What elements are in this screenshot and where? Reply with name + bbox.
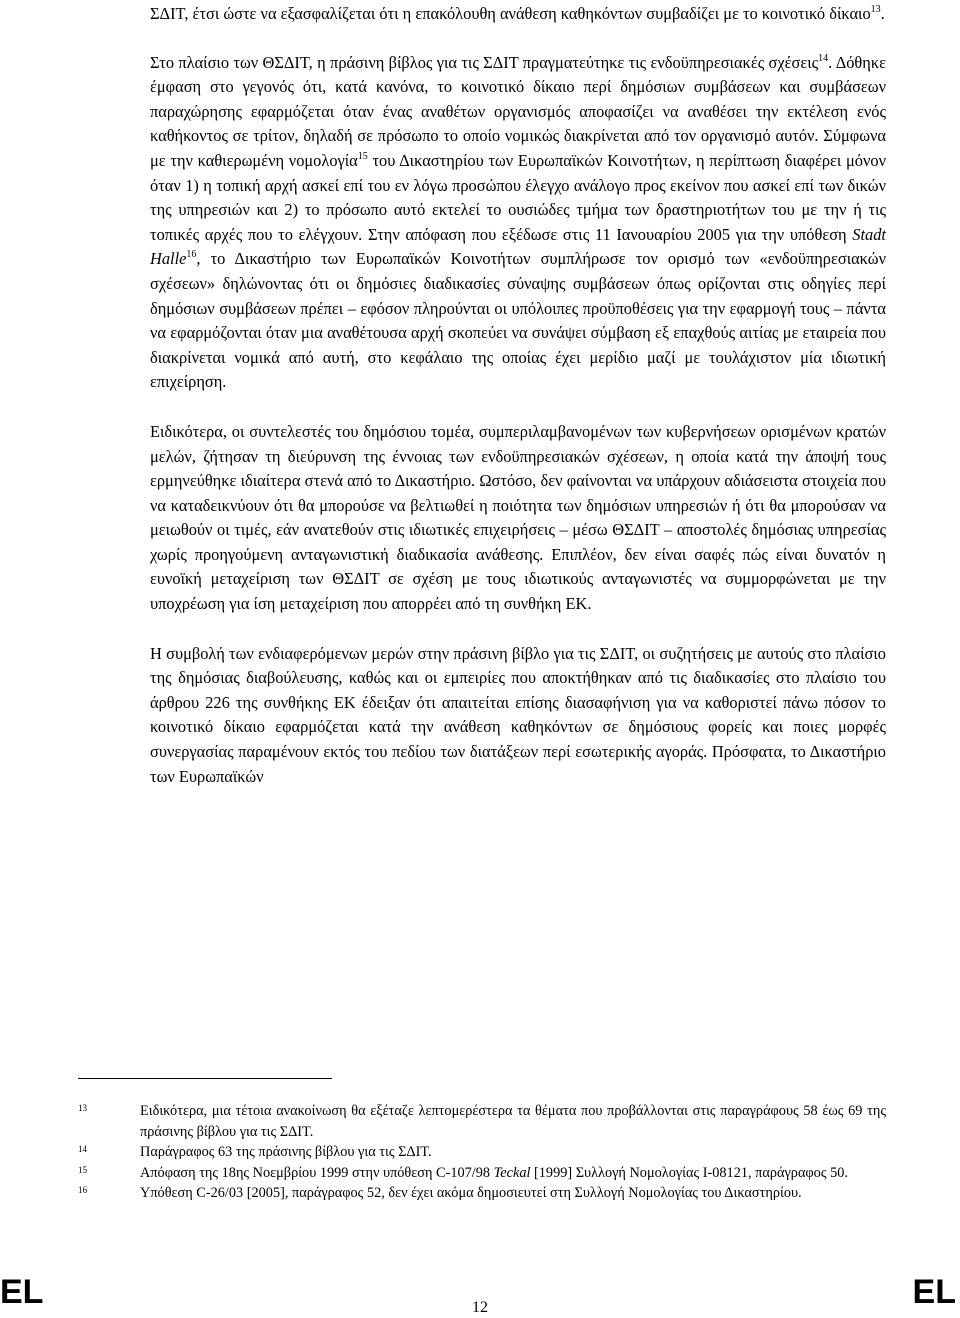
- paragraph: [150, 642, 886, 790]
- language-code-left: EL: [0, 1273, 44, 1311]
- text-run: Απόφαση της 18ης Νοεμβρίου 1999 στην υπόθεση C-107/98: [140, 1164, 494, 1181]
- text-run: Παράγραφος 63 της πράσινης βίβλου για τις ΣΔΙΤ.: [140, 1144, 432, 1160]
- footnote-number: 14: [78, 1144, 87, 1154]
- footnote-ref: 13: [870, 4, 881, 15]
- text-run: ΣΔΙΤ, έτσι ώστε να εξασφαλίζεται ότι η επακόλουθη ανάθεση καθηκόντων συμβαδίζει με το κοινοτικό δίκαιο: [150, 4, 871, 23]
- text-run: Υπόθεση C-26/03 [2005], παράγραφος 52, δεν έχει ακόμα δημοσιευτεί στη Συλλογή Νομολογίας του Δικαστηρίου.: [140, 1185, 802, 1201]
- text-run: . Δόθηκε έμφαση στο γεγονός ότι, κατά κανόνα, το κοινοτικό δίκαιο περί δημόσιων συμβάσεων και συμβάσεων παραχώρησης εφαρμόζεται όταν ένας αναθέτων οργανισμός αποφασίζει να αναθέσει την εκτέλεση ενός καθήκοντος σε τρίτον, δηλαδή σε πρόσωπο το οποίο νομικώς διακρίνεται από τον οργανισμό αυτόν. Σύμφωνα με την καθιερωμένη νομολογία: [150, 52, 886, 170]
- footnote: [78, 1101, 886, 1142]
- footnote-number: 16: [78, 1185, 87, 1195]
- body-text: [150, 2, 886, 814]
- footnote-text: [140, 1163, 886, 1184]
- footnote-ref: 14: [818, 52, 829, 64]
- footnote-ref: 16: [186, 249, 197, 261]
- footnote-text: [140, 1142, 886, 1163]
- text-run: του Δικαστηρίου των Ευρωπαϊκών Κοινοτήτων, η περίπτωση διαφέρει μόνον όταν 1) η τοπική αρχή ασκεί επί του εν λόγω προσώπου έλεγχο ανάλογο προς εκείνον που ασκεί επί των δικών της υπηρεσιών και 2) το πρόσωπο αυτό εκτελεί το ουσιώδες τμήμα των δραστηριοτήτων του με την ή τις τοπικές αρχές που το ελέγχουν. Στην απόφαση που εξέδωσε στις 11 Ιανουαρίου 2005 για την υπόθεση: [150, 150, 886, 244]
- paragraph: [150, 51, 886, 395]
- case-name: Teckal: [493, 1164, 531, 1181]
- footnotes: [78, 1101, 886, 1204]
- footnote: [78, 1142, 886, 1163]
- footnote-number: 15: [78, 1164, 87, 1175]
- footnote-separator: [78, 1078, 332, 1079]
- page-number: 12: [472, 1299, 488, 1316]
- case-name: Stadt Halle: [150, 224, 886, 269]
- text-run: , το Δικαστήριο των Ευρωπαϊκών Κοινοτήτων συμπλήρωσε τον ορισμό των «ενδοϋπηρεσιακών σχέσεων» δηλώνοντας ότι οι δημόσιες διαδικασίες σύναψης συμβάσεων όπως ορίζονται στις οδηγίες περί δημόσιων συμβάσεων πρέπει – εφόσον πληρούνται οι υπόλοιπες προϋποθέσεις για την εφαρμογή τους – πάντα να εφαρμόζονται όταν μια αναθέτουσα αρχή σκοπεύει να συνάψει σύμβαση εξ επαχθούς αιτίας με εταιρεία που διακρίνεται νομικά από αυτή, στο κεφάλαιο της οποίας έχει μερίδιο μαζί με τουλάχιστον μία ιδιωτική επιχείρηση.: [150, 249, 886, 392]
- text-run: Ειδικότερα, οι συντελεστές του δημόσιου τομέα, συμπεριλαμβανομένων των κυβερνήσεων ορισμένων κρατών μελών, ζήτησαν τη διεύρυνση της έννοιας των ενδοϋπηρεσιακών σχέσεων, η οποία κατά την άποψή τους ερμηνεύθηκε ιδιαίτερα στενά από το Δικαστήριο. Ωστόσο, δεν φαίνονται να υπάρχουν αδιάσειστα στοιχεία που να καταδεικνύουν ότι θα μπορούσε να βελτιωθεί η ποιότητα των δημόσιων υπηρεσιών ή ότι θα μπορούσαν να μειωθούν οι τιμές, εάν ανατεθούν στις ιδιωτικές επιχειρήσεις – μέσω ΘΣΔΙΤ – αποστολές δημόσιας υπηρεσίας χωρίς προηγούμενη ανταγωνιστική διαδικασία ανάθεσης. Επιπλέον, δεν είναι σαφές πώς είναι δυνατόν η ευνοϊκή μεταχείριση των ΘΣΔΙΤ σε σχέση με τους ιδιωτικούς ανταγωνιστές να συμμορφώνεται με την υποχρέωση για ίση μεταχείριση που απορρέει από τη συνθήκη ΕΚ.: [150, 421, 886, 614]
- text-run: Η συμβολή των ενδιαφερόμενων μερών στην πράσινη βίβλο για τις ΣΔΙΤ, οι συζητήσεις με αυτούς στο πλαίσιο της δημόσιας διαβούλευσης, καθώς και οι εμπειρίες που αποκτήθηκαν από τις διαδικασίες στο πλαίσιο του άρθρου 226 της συνθήκης ΕΚ έδειξαν ότι απαιτείται επίσης διασαφήνιση για να καθοριστεί πάνω πόσον το κοινοτικό δίκαιο εφαρμόζεται κατά την ανάθεση καθηκόντων σε δημόσιους φορείς και ποιες μορφές συνεργασίας παραμένουν εκτός του πεδίου των διατάξεων περί εσωτερικής αγοράς. Πρόσφατα, το Δικαστήριο των Ευρωπαϊκών: [150, 643, 886, 786]
- footnote-text: [140, 1183, 886, 1204]
- text-run: Στο πλαίσιο των ΘΣΔΙΤ, η πράσινη βίβλος για τις ΣΔΙΤ πραγματεύτηκε τις ενδοϋπηρεσιακές σχέσεις: [150, 52, 819, 72]
- footnote: [78, 1163, 886, 1184]
- footnote: [78, 1183, 886, 1204]
- text-run: Ειδικότερα, μια τέτοια ανακοίνωση θα εξέταζε λεπτομερέστερα τα θέματα που προβάλλονται στις παραγράφους 58 έως 69 της πράσινης βίβλου για τις ΣΔΙΤ.: [140, 1103, 886, 1140]
- footnote-number: 13: [78, 1103, 87, 1113]
- footnote-ref: 15: [357, 150, 368, 162]
- text-run: [1999] Συλλογή Νομολογίας I-08121, παράγραφος 50.: [530, 1164, 848, 1181]
- paragraph: [150, 2, 886, 27]
- footnote-text: [140, 1101, 886, 1142]
- text-run: .: [880, 4, 885, 23]
- language-code-right: EL: [912, 1273, 956, 1311]
- paragraph: [150, 420, 886, 617]
